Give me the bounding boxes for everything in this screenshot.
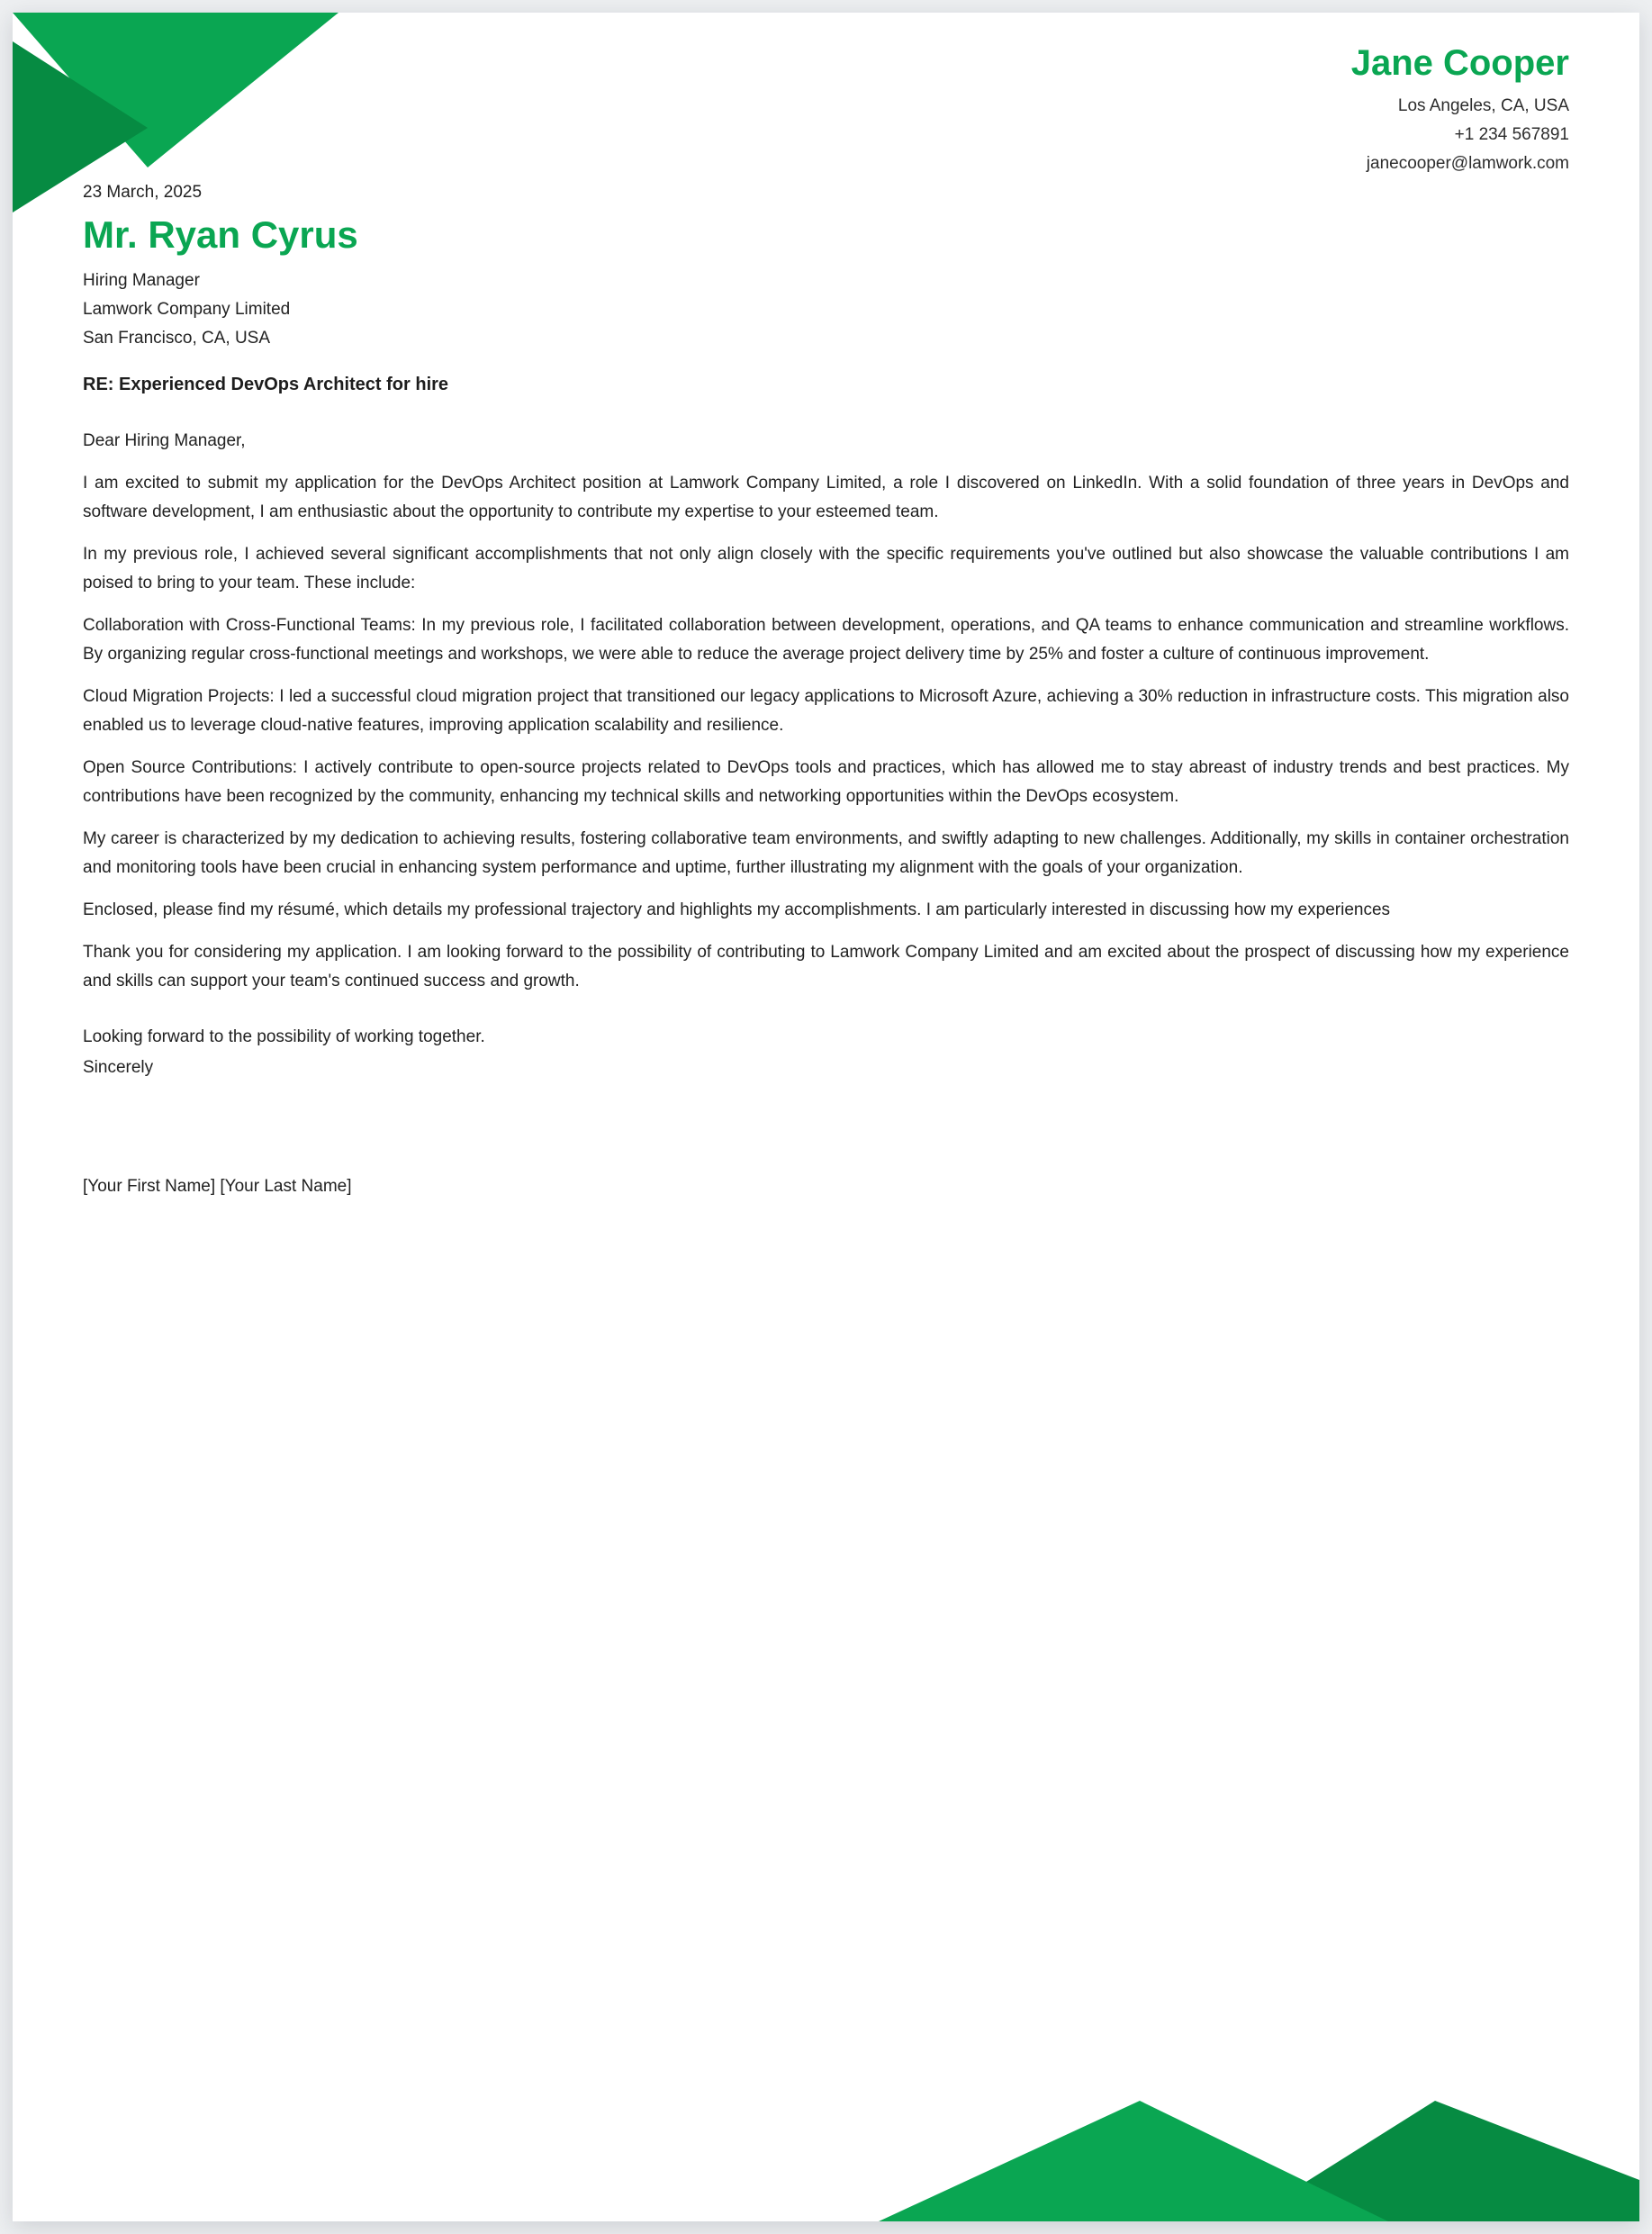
subject-line: RE: Experienced DevOps Architect for hire xyxy=(83,375,449,394)
body-paragraph: Open Source Contributions: I actively contribute to open-source projects related to DevOps tools and practices, which has allowed me to stay abreast of industry trends and best practices. My contributions have been recognized by the community, enhancing my technical skills and networking opportunities within the DevOps ecosystem. xyxy=(83,758,1569,806)
recipient-location: San Francisco, CA, USA xyxy=(83,329,271,348)
body-paragraph: I am excited to submit my application for the DevOps Architect position at Lamwork Company Limited, a role I discovered on LinkedIn. With a solid foundation of three years in DevOps and software development, I am enthusiastic about the opportunity to contribute my expertise to your esteemed team. xyxy=(83,474,1569,521)
letter-content xyxy=(13,13,1639,1201)
body-paragraph: My career is characterized by my dedication to achieving results, fostering collaborative team environments, and swiftly adapting to new challenges. Additionally, my skills in container orchestration and monitoring tools have been crucial in enhancing system performance and uptime, further illustrating my alignment with the goals of your organization. xyxy=(83,829,1569,877)
bottom-right-corner-decoration xyxy=(879,2094,1639,2221)
sender-phone: +1 234 567891 xyxy=(1454,125,1569,144)
recipient-company: Lamwork Company Limited xyxy=(83,300,291,319)
closing-line: Looking forward to the possibility of working together. xyxy=(83,1027,485,1046)
body-paragraph: Enclosed, please find my résumé, which details my professional trajectory and highlights my accomplishments. I am particularly interested in discussing how my experiences xyxy=(83,900,1391,919)
body-paragraph: Thank you for considering my application. I am looking forward to the possibility of contributing to Lamwork Company Limited and am excited about the prospect of discussing how my experience and skills can support your team's continued success and growth. xyxy=(83,943,1569,990)
sender-email: janecooper@lamwork.com xyxy=(1366,154,1569,173)
signature-placeholder: [Your First Name] [Your Last Name] xyxy=(83,1177,352,1196)
recipient-title: Hiring Manager xyxy=(83,271,200,290)
signoff: Sincerely xyxy=(83,1058,154,1077)
sender-name: Jane Cooper xyxy=(1350,43,1569,83)
salutation: Dear Hiring Manager, xyxy=(83,431,246,450)
letter-page xyxy=(13,13,1639,2221)
sender-contact-block xyxy=(83,43,1569,178)
body-paragraph: Cloud Migration Projects: I led a successful cloud migration project that transitioned our legacy applications to Microsoft Azure, achieving a 30% reduction in infrastructure costs. This migration also enabled us to leverage cloud-native features, improving application scalability and resilience. xyxy=(83,687,1569,735)
body-paragraph: In my previous role, I achieved several significant accomplishments that not only align closely with the specific requirements you've outlined but also showcase the valuable contributions I am poised to bring to your team. These include: xyxy=(83,545,1569,592)
sender-location: Los Angeles, CA, USA xyxy=(1397,96,1569,115)
bright-green-mountain-icon xyxy=(879,2101,1388,2221)
body-paragraph: Collaboration with Cross-Functional Teams: In my previous role, I facilitated collaboration between development, operations, and QA teams to enhance communication and streamline workflows. By organizing regular cross-functional meetings and workshops, we were able to reduce the average project delivery time by 25% and foster a culture of continuous improvement. xyxy=(83,616,1569,664)
letter-date: 23 March, 2025 xyxy=(83,183,203,202)
recipient-name: Mr. Ryan Cyrus xyxy=(83,213,358,256)
